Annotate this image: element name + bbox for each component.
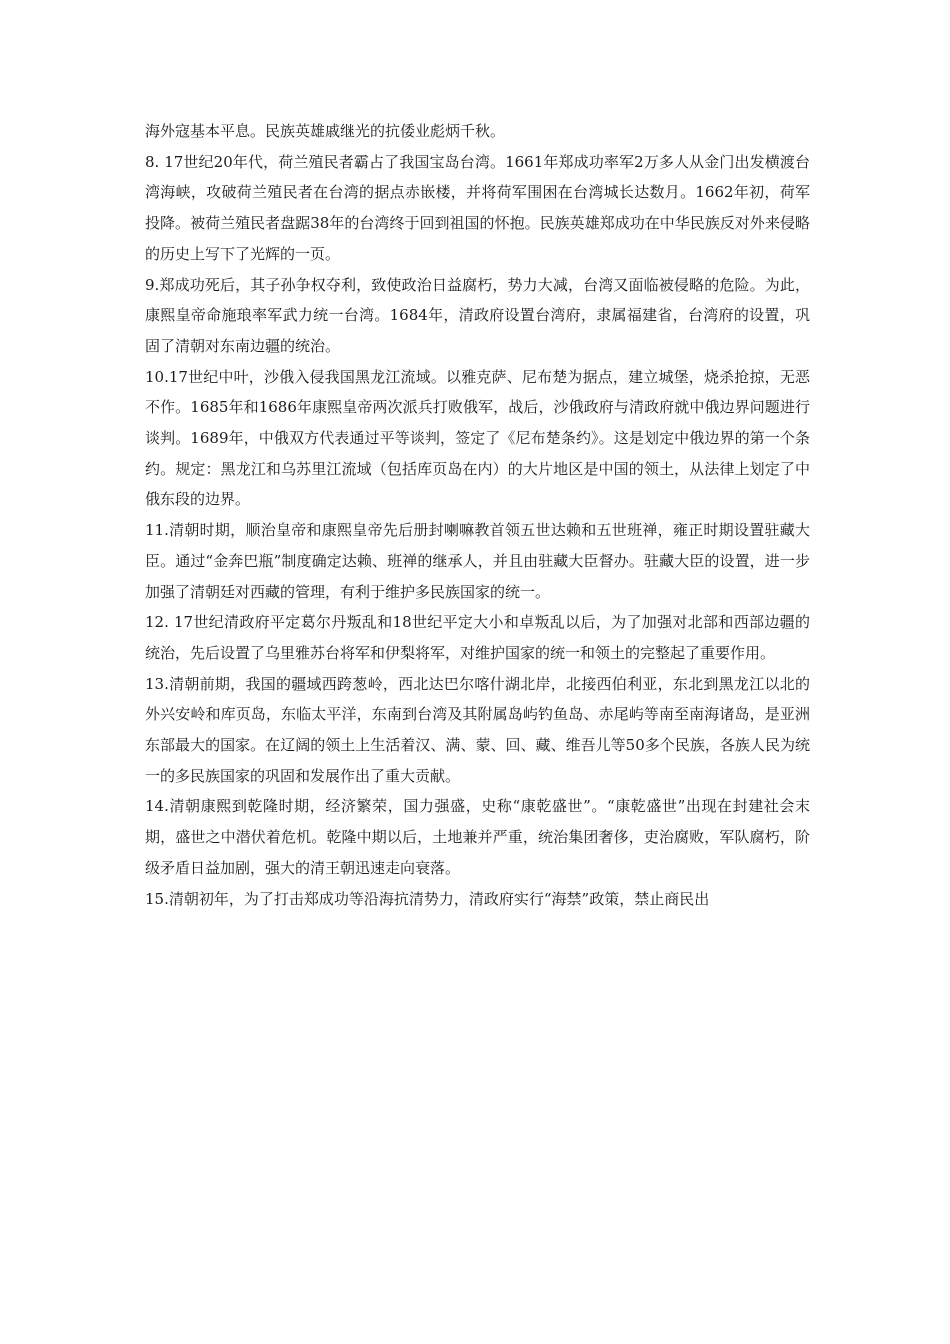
paragraph-15: 15.清朝初年，为了打击郑成功等沿海抗清势力，清政府实行“海禁”政策，禁止商民出 [145, 889, 710, 908]
paragraph-8: 8. 17世纪20年代，荷兰殖民者霸占了我国宝岛台湾。1661年郑成功率军2万多人从金门出发横渡台湾海峡，攻破荷兰殖民者在台湾的据点赤嵌楼，并将荷军围困在台湾城长达数月。1662年初，荷军投降。被荷兰殖民者盘踞38年的台湾终于回到祖国的怀抱。民族英雄郑成功在中华民族反对外来侵略的历史上写下了光辉的一页。 [145, 152, 810, 263]
paragraph-10: 10.17世纪中叶，沙俄入侵我国黑龙江流域。以雅克萨、尼布楚为据点，建立城堡，烧杀抢掠，无恶不作。1685年和1686年康熙皇帝两次派兵打败俄军，战后，沙俄政府与清政府就中俄边界问题进行谈判。1689年，中俄双方代表通过平等谈判，签定了《尼布楚条约》。这是划定中俄边界的第一个条约。规定：黑龙江和乌苏里江流域（包括库页岛在内）的大片地区是中国的领土，从法律上划定了中俄东段的边界。 [145, 367, 810, 509]
paragraph-11: 11.清朝时期，顺治皇帝和康熙皇帝先后册封喇嘛教首领五世达赖和五世班禅，雍正时期设置驻藏大臣。通过“金奔巴瓶”制度确定达赖、班禅的继承人，并且由驻藏大臣督办。驻藏大臣的设置，进一步加强了清朝廷对西藏的管理，有利于维护多民族国家的统一。 [145, 521, 810, 601]
paragraph-12: 12. 17世纪清政府平定葛尔丹叛乱和18世纪平定大小和卓叛乱以后，为了加强对北部和西部边疆的统治，先后设置了乌里雅苏台将军和伊梨将军，对维护国家的统一和领土的完整起了重要作用。 [145, 613, 810, 662]
document-body [145, 116, 810, 914]
paragraph-13: 13.清朝前期，我国的疆域西跨葱岭，西北达巴尔喀什湖北岸，北接西伯利亚，东北到黑龙江以北的外兴安岭和库页岛，东临太平洋，东南到台湾及其附属岛屿钓鱼岛、赤尾屿等南至南海诸岛，是亚洲东部最大的国家。在辽阔的领土上生活着汉、满、蒙、回、藏、维吾儿等50多个民族，各族人民为统一的多民族国家的巩固和发展作出了重大贡献。 [145, 674, 810, 785]
paragraph-14: 14.清朝康熙到乾隆时期，经济繁荣，国力强盛，史称“康乾盛世”。“康乾盛世”出现在封建社会末期，盛世之中潜伏着危机。乾隆中期以后，土地兼并严重，统治集团奢侈，吏治腐败，军队腐朽，阶级矛盾日益加剧，强大的清王朝迅速走向衰落。 [145, 797, 810, 877]
paragraph-9: 9.郑成功死后，其子孙争权夺利，致使政治日益腐朽，势力大减，台湾又面临被侵略的危险。为此，康熙皇帝命施琅率军武力统一台湾。1684年，清政府设置台湾府，隶属福建省，台湾府的设置，巩固了清朝对东南边疆的统治。 [145, 275, 810, 355]
paragraph-continuation: 海外寇基本平息。民族英雄戚继光的抗倭业彪炳千秋。 [145, 122, 506, 140]
